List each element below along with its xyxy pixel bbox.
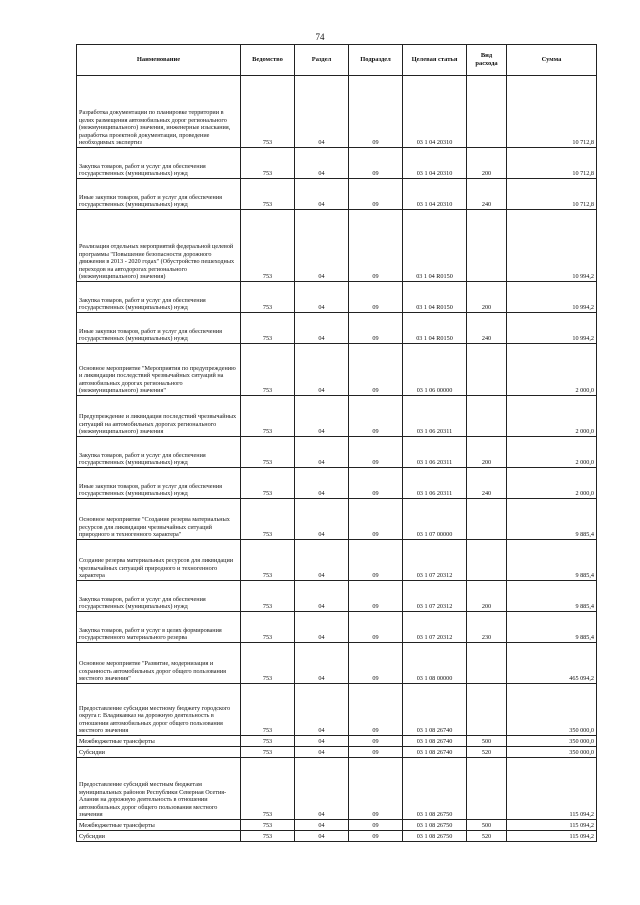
table-row bbox=[77, 643, 597, 684]
table-row bbox=[77, 499, 597, 540]
row-name-cell: Разработка документации по планировке территории в целях размещения автомобильных дорог регионального (межмуниципального) значения, инженерные изыскания, разработка проектной документации, проведение необходимых экспертиз bbox=[77, 76, 241, 148]
header-amount: Сумма bbox=[507, 45, 597, 76]
row-department-cell: 753 bbox=[241, 344, 295, 396]
row-section-cell: 04 bbox=[295, 210, 349, 282]
header-expense-type: Вид расхода bbox=[467, 45, 507, 76]
row-subsection-cell: 09 bbox=[349, 612, 403, 643]
row-amount-cell: 115 094,2 bbox=[507, 820, 597, 831]
header-subsection: Подраздел bbox=[349, 45, 403, 76]
row-name-cell: Предоставление субсидий местным бюджетам муниципальных районов Республики Северная Осетия-Алания на дорожную деятельность в отношении автомобильных дорог общего пользования местного значения bbox=[77, 758, 241, 820]
row-subsection-cell: 09 bbox=[349, 344, 403, 396]
row-amount-cell: 9 885,4 bbox=[507, 499, 597, 540]
row-subsection-cell: 09 bbox=[349, 282, 403, 313]
row-department-cell: 753 bbox=[241, 581, 295, 612]
row-name-cell: Закупка товаров, работ и услуг для обеспечения государственных (муниципальных) нужд bbox=[77, 581, 241, 612]
row-amount-cell: 115 094,2 bbox=[507, 758, 597, 820]
row-expense-type-cell: 500 bbox=[467, 820, 507, 831]
row-name-cell: Иные закупки товаров, работ и услуг для обеспечения государственных (муниципальных) нужд bbox=[77, 313, 241, 344]
row-target-cell: 03 1 08 26750 bbox=[403, 820, 467, 831]
row-name-cell: Основное мероприятие "Создание резерва материальных ресурсов для ликвидации чрезвычайных ситуаций природного и техногенного характера" bbox=[77, 499, 241, 540]
row-section-cell: 04 bbox=[295, 643, 349, 684]
row-subsection-cell: 09 bbox=[349, 581, 403, 612]
table-row bbox=[77, 468, 597, 499]
header-name: Наименование bbox=[77, 45, 241, 76]
row-target-cell: 03 1 04 20310 bbox=[403, 148, 467, 179]
header-section: Раздел bbox=[295, 45, 349, 76]
row-name-cell: Закупка товаров, работ и услуг для обеспечения государственных (муниципальных) нужд bbox=[77, 148, 241, 179]
row-amount-cell: 10 712,8 bbox=[507, 148, 597, 179]
table-row bbox=[77, 437, 597, 468]
row-target-cell: 03 1 08 26750 bbox=[403, 831, 467, 842]
table-row bbox=[77, 179, 597, 210]
row-section-cell: 04 bbox=[295, 437, 349, 468]
budget-table bbox=[76, 44, 597, 842]
row-department-cell: 753 bbox=[241, 313, 295, 344]
row-name-cell: Межбюджетные трансферты bbox=[77, 820, 241, 831]
row-subsection-cell: 09 bbox=[349, 148, 403, 179]
row-expense-type-cell bbox=[467, 344, 507, 396]
row-target-cell: 03 1 08 26740 bbox=[403, 747, 467, 758]
row-section-cell: 04 bbox=[295, 758, 349, 820]
table-row bbox=[77, 747, 597, 758]
row-section-cell: 04 bbox=[295, 148, 349, 179]
row-section-cell: 04 bbox=[295, 684, 349, 736]
row-amount-cell: 10 994,2 bbox=[507, 282, 597, 313]
row-department-cell: 753 bbox=[241, 831, 295, 842]
row-amount-cell: 2 000,0 bbox=[507, 396, 597, 437]
row-name-cell: Создание резерва материальных ресурсов для ликвидации чрезвычайных ситуаций природного и техногенного характера bbox=[77, 540, 241, 581]
row-name-cell: Межбюджетные трансферты bbox=[77, 736, 241, 747]
table-row bbox=[77, 758, 597, 820]
row-name-cell: Иные закупки товаров, работ и услуг для обеспечения государственных (муниципальных) нужд bbox=[77, 468, 241, 499]
table-row bbox=[77, 581, 597, 612]
row-expense-type-cell bbox=[467, 540, 507, 581]
row-target-cell: 03 1 06 20311 bbox=[403, 468, 467, 499]
row-subsection-cell: 09 bbox=[349, 831, 403, 842]
row-name-cell: Иные закупки товаров, работ и услуг для обеспечения государственных (муниципальных) нужд bbox=[77, 179, 241, 210]
row-amount-cell: 9 885,4 bbox=[507, 540, 597, 581]
row-section-cell: 04 bbox=[295, 831, 349, 842]
row-subsection-cell: 09 bbox=[349, 540, 403, 581]
row-subsection-cell: 09 bbox=[349, 820, 403, 831]
row-subsection-cell: 09 bbox=[349, 643, 403, 684]
row-amount-cell: 10 994,2 bbox=[507, 210, 597, 282]
table-row bbox=[77, 540, 597, 581]
header-target: Целевая статья bbox=[403, 45, 467, 76]
row-department-cell: 753 bbox=[241, 540, 295, 581]
row-amount-cell: 2 000,0 bbox=[507, 344, 597, 396]
table-row bbox=[77, 736, 597, 747]
table-row bbox=[77, 820, 597, 831]
row-amount-cell: 10 712,8 bbox=[507, 76, 597, 148]
row-target-cell: 03 1 08 26740 bbox=[403, 736, 467, 747]
row-target-cell: 03 1 04 20310 bbox=[403, 76, 467, 148]
row-target-cell: 03 1 06 00000 bbox=[403, 344, 467, 396]
row-expense-type-cell: 240 bbox=[467, 179, 507, 210]
row-target-cell: 03 1 07 00000 bbox=[403, 499, 467, 540]
row-target-cell: 03 1 07 20312 bbox=[403, 612, 467, 643]
row-amount-cell: 10 712,8 bbox=[507, 179, 597, 210]
row-name-cell: Предупреждение и ликвидация последствий чрезвычайных ситуаций на автомобильных дорогах регионального (межмуниципального) значения bbox=[77, 396, 241, 437]
row-name-cell: Закупка товаров, работ и услуг для обеспечения государственных (муниципальных) нужд bbox=[77, 437, 241, 468]
row-target-cell: 03 1 06 20311 bbox=[403, 437, 467, 468]
row-department-cell: 753 bbox=[241, 736, 295, 747]
row-expense-type-cell: 500 bbox=[467, 736, 507, 747]
row-expense-type-cell: 520 bbox=[467, 831, 507, 842]
table-row bbox=[77, 210, 597, 282]
row-department-cell: 753 bbox=[241, 282, 295, 313]
row-name-cell: Субсидии bbox=[77, 831, 241, 842]
row-expense-type-cell: 200 bbox=[467, 282, 507, 313]
table-row bbox=[77, 282, 597, 313]
row-section-cell: 04 bbox=[295, 468, 349, 499]
page-number: 74 bbox=[315, 32, 325, 42]
row-amount-cell: 2 000,0 bbox=[507, 468, 597, 499]
row-subsection-cell: 09 bbox=[349, 210, 403, 282]
row-expense-type-cell bbox=[467, 396, 507, 437]
row-subsection-cell: 09 bbox=[349, 684, 403, 736]
table-row bbox=[77, 313, 597, 344]
row-section-cell: 04 bbox=[295, 747, 349, 758]
row-department-cell: 753 bbox=[241, 148, 295, 179]
table-header-row bbox=[77, 45, 597, 76]
row-subsection-cell: 09 bbox=[349, 313, 403, 344]
row-subsection-cell: 09 bbox=[349, 758, 403, 820]
row-department-cell: 753 bbox=[241, 758, 295, 820]
row-department-cell: 753 bbox=[241, 437, 295, 468]
row-expense-type-cell bbox=[467, 499, 507, 540]
row-name-cell: Предоставление субсидии местному бюджету городского округа г. Владикавказ на дорожную деятельность в отношении автомобильных дорог общего пользования местного значения bbox=[77, 684, 241, 736]
row-target-cell: 03 1 04 R0150 bbox=[403, 282, 467, 313]
row-section-cell: 04 bbox=[295, 736, 349, 747]
row-subsection-cell: 09 bbox=[349, 437, 403, 468]
row-name-cell: Субсидии bbox=[77, 747, 241, 758]
row-target-cell: 03 1 04 R0150 bbox=[403, 210, 467, 282]
row-amount-cell: 9 885,4 bbox=[507, 612, 597, 643]
row-name-cell: Закупка товаров, работ и услуг в целях формирования государственного материального резерва bbox=[77, 612, 241, 643]
row-department-cell: 753 bbox=[241, 820, 295, 831]
row-department-cell: 753 bbox=[241, 468, 295, 499]
row-subsection-cell: 09 bbox=[349, 179, 403, 210]
row-department-cell: 753 bbox=[241, 210, 295, 282]
row-subsection-cell: 09 bbox=[349, 747, 403, 758]
row-department-cell: 753 bbox=[241, 643, 295, 684]
row-department-cell: 753 bbox=[241, 179, 295, 210]
row-amount-cell: 115 094,2 bbox=[507, 831, 597, 842]
row-amount-cell: 9 885,4 bbox=[507, 581, 597, 612]
row-target-cell: 03 1 08 26740 bbox=[403, 684, 467, 736]
table-row bbox=[77, 612, 597, 643]
row-amount-cell: 350 000,0 bbox=[507, 736, 597, 747]
row-department-cell: 753 bbox=[241, 612, 295, 643]
row-amount-cell: 465 094,2 bbox=[507, 643, 597, 684]
row-section-cell: 04 bbox=[295, 179, 349, 210]
row-section-cell: 04 bbox=[295, 282, 349, 313]
row-section-cell: 04 bbox=[295, 76, 349, 148]
row-subsection-cell: 09 bbox=[349, 736, 403, 747]
row-amount-cell: 350 000,0 bbox=[507, 684, 597, 736]
row-target-cell: 03 1 04 R0150 bbox=[403, 313, 467, 344]
table-row bbox=[77, 684, 597, 736]
table-row bbox=[77, 396, 597, 437]
row-expense-type-cell: 520 bbox=[467, 747, 507, 758]
row-subsection-cell: 09 bbox=[349, 396, 403, 437]
row-expense-type-cell bbox=[467, 758, 507, 820]
row-target-cell: 03 1 07 20312 bbox=[403, 581, 467, 612]
row-expense-type-cell bbox=[467, 76, 507, 148]
row-expense-type-cell: 200 bbox=[467, 148, 507, 179]
row-amount-cell: 2 000,0 bbox=[507, 437, 597, 468]
row-department-cell: 753 bbox=[241, 747, 295, 758]
row-department-cell: 753 bbox=[241, 76, 295, 148]
row-expense-type-cell: 200 bbox=[467, 437, 507, 468]
row-name-cell: Реализация отдельных мероприятий федеральной целевой программы "Повышение безопасности дорожного движения в 2013 - 2020 годах" (Обустройство пешеходных переходов на автодорогах регионального (межмуниципального) значения) bbox=[77, 210, 241, 282]
row-section-cell: 04 bbox=[295, 313, 349, 344]
row-department-cell: 753 bbox=[241, 499, 295, 540]
row-amount-cell: 350 000,0 bbox=[507, 747, 597, 758]
row-expense-type-cell: 240 bbox=[467, 468, 507, 499]
row-expense-type-cell bbox=[467, 643, 507, 684]
row-section-cell: 04 bbox=[295, 396, 349, 437]
table-row bbox=[77, 344, 597, 396]
row-name-cell: Основное мероприятие "Мероприятия по предупреждению и ликвидации последствий чрезвычайных ситуаций на автомобильных дорогах регионального (межмуниципального) значения" bbox=[77, 344, 241, 396]
row-target-cell: 03 1 04 20310 bbox=[403, 179, 467, 210]
row-section-cell: 04 bbox=[295, 820, 349, 831]
row-department-cell: 753 bbox=[241, 684, 295, 736]
row-target-cell: 03 1 07 20312 bbox=[403, 540, 467, 581]
row-expense-type-cell bbox=[467, 210, 507, 282]
row-subsection-cell: 09 bbox=[349, 499, 403, 540]
row-department-cell: 753 bbox=[241, 396, 295, 437]
row-section-cell: 04 bbox=[295, 581, 349, 612]
row-target-cell: 03 1 08 00000 bbox=[403, 643, 467, 684]
row-expense-type-cell: 230 bbox=[467, 612, 507, 643]
row-subsection-cell: 09 bbox=[349, 76, 403, 148]
row-target-cell: 03 1 06 20311 bbox=[403, 396, 467, 437]
row-amount-cell: 10 994,2 bbox=[507, 313, 597, 344]
row-expense-type-cell: 200 bbox=[467, 581, 507, 612]
table-row bbox=[77, 148, 597, 179]
header-department: Ведомство bbox=[241, 45, 295, 76]
row-subsection-cell: 09 bbox=[349, 468, 403, 499]
row-expense-type-cell: 240 bbox=[467, 313, 507, 344]
table-row bbox=[77, 76, 597, 148]
row-section-cell: 04 bbox=[295, 612, 349, 643]
row-name-cell: Закупка товаров, работ и услуг для обеспечения государственных (муниципальных) нужд bbox=[77, 282, 241, 313]
row-expense-type-cell bbox=[467, 684, 507, 736]
row-section-cell: 04 bbox=[295, 499, 349, 540]
row-name-cell: Основное мероприятие "Развитие, модернизация и сохранность автомобильных дорог общего пользования местного значения" bbox=[77, 643, 241, 684]
row-section-cell: 04 bbox=[295, 344, 349, 396]
row-section-cell: 04 bbox=[295, 540, 349, 581]
table-row bbox=[77, 831, 597, 842]
table-body bbox=[77, 76, 597, 842]
row-target-cell: 03 1 08 26750 bbox=[403, 758, 467, 820]
